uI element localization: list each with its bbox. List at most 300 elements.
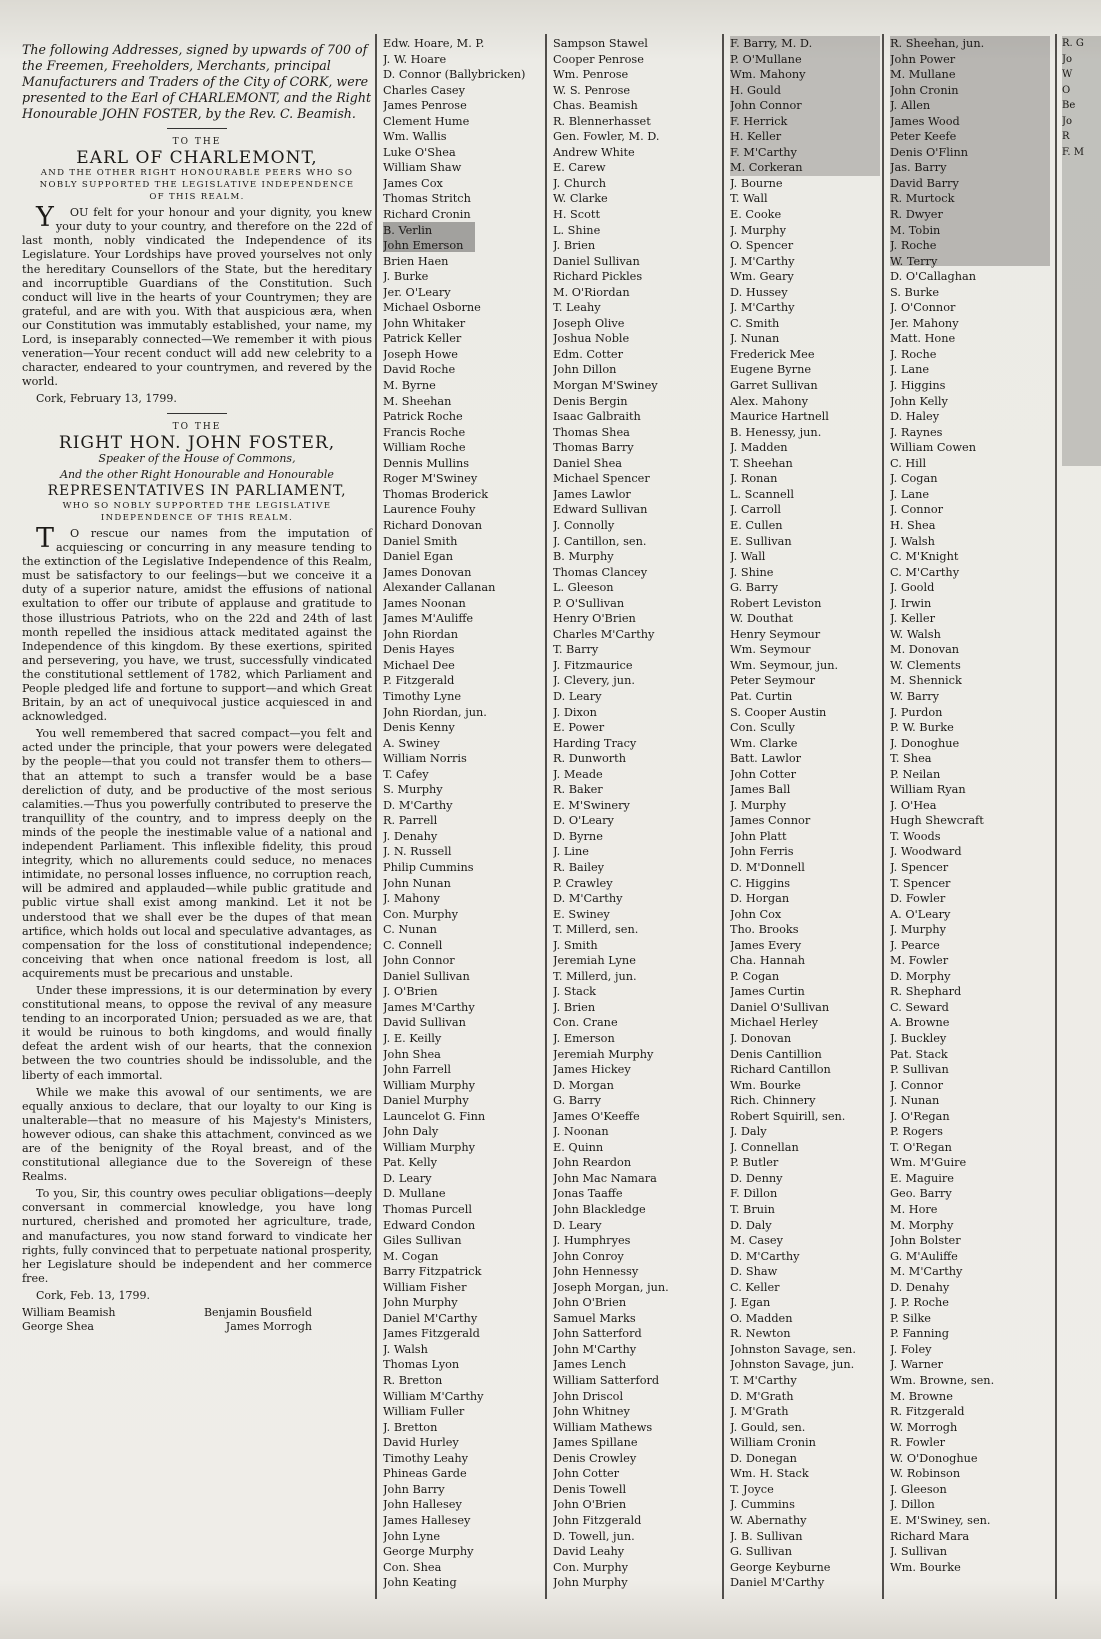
- signatory-name: J. Lane: [890, 363, 930, 377]
- ink-smudge: [890, 36, 1050, 266]
- signatory-name: Richard Donovan: [383, 518, 483, 532]
- signatory-name: Peter Seymour: [730, 674, 815, 688]
- signatory-name: R. Newton: [730, 1327, 791, 1341]
- signatory-name: Tho. Brooks: [730, 923, 799, 937]
- signatory-name: B. Verlin: [383, 223, 433, 237]
- signatory-name: W. Morrogh: [890, 1420, 958, 1434]
- signatory-name: Thomas Stritch: [383, 192, 471, 206]
- signatory-name: Joseph Olive: [553, 316, 625, 330]
- signatory-name: J. Lane: [890, 487, 930, 501]
- signatory-name: W. Robinson: [890, 1467, 961, 1481]
- signatory-name: Richard Cantillon: [730, 1063, 831, 1077]
- signatory-name: Con. Crane: [553, 1016, 618, 1030]
- signatory-name: T. Sheehan: [730, 456, 793, 470]
- signatory-name: J. Keller: [890, 612, 935, 626]
- signatory-name: Peter Keefe: [890, 130, 957, 144]
- signatory-name: P. Neilan: [890, 767, 941, 781]
- signatory-name: J. Carroll: [730, 503, 782, 517]
- signatory-name: S. Murphy: [383, 783, 443, 797]
- signatory-name: Isaac Galbraith: [553, 410, 641, 424]
- signatory-name: R. Dunworth: [553, 752, 626, 766]
- signatory-name: J. Meade: [553, 767, 603, 781]
- signatory-name: Johnston Savage, jun.: [730, 1358, 855, 1372]
- signatory-name: John Lyne: [383, 1529, 441, 1543]
- cropped-fragment: R. G: [1062, 38, 1084, 49]
- signatory-name: J. Sullivan: [890, 1545, 948, 1559]
- signatory-name: Thomas Barry: [553, 441, 634, 455]
- signatory-name: D. Daly: [730, 1218, 772, 1232]
- signatory-name: John Whitaker: [383, 316, 466, 330]
- signatory-name: O. Madden: [730, 1311, 793, 1325]
- signatory-name: John Reardon: [553, 1156, 632, 1170]
- signatory-name: P. Sullivan: [890, 1063, 949, 1077]
- signatory-name: J. Murphy: [890, 923, 946, 937]
- signatory-name: James Spillane: [553, 1436, 638, 1450]
- signatory-name: B. Murphy: [553, 550, 614, 564]
- signatory-name: David Leahy: [553, 1545, 625, 1559]
- signatory-name: J. Higgins: [890, 379, 946, 393]
- dateline: Cork, February 13, 1799.: [36, 392, 177, 406]
- signatory-name: John Connor: [383, 954, 455, 968]
- signatory-name: J. Burke: [383, 270, 429, 284]
- signatory-name: T. Joyce: [730, 1482, 774, 1496]
- signatory-name: R. Fitzgerald: [890, 1405, 965, 1419]
- signatory-name: J. Egan: [730, 1296, 771, 1310]
- address-column: [22, 42, 372, 1334]
- signatory-name: J. Spencer: [890, 860, 949, 874]
- signatory-name: C. Seward: [890, 1000, 949, 1014]
- signatory-name: Daniel Sullivan: [553, 254, 640, 268]
- signatory-name: M. Cogan: [383, 1249, 439, 1263]
- signatory-name: James Lawlor: [553, 487, 631, 501]
- signatory-name: D. Haley: [890, 410, 940, 424]
- signatory-name: J. Dillon: [890, 1498, 935, 1512]
- signatory-name: Henry Seymour: [730, 627, 821, 641]
- signatory-name: J. Brien: [553, 1000, 596, 1014]
- signatory-name: C. Smith: [730, 316, 780, 330]
- address-paragraph: While we make this avowal of our sentiments, we are equally anxious to declare, that our loyalty to our King is unalterable—that no measure of his Majesty's Ministers, however odious, can shake this attachment, convinced as we are of the benignity of the Royal breast, and of the constitutional allegiance due to the Sovereign of these Realms.: [22, 1085, 372, 1184]
- signatory-name: Wm. Seymour: [730, 643, 811, 657]
- signatory-name: M. Donovan: [890, 643, 960, 657]
- signatory-name: D. M'Carthy: [730, 1249, 800, 1263]
- cropped-fragment: Be: [1062, 100, 1076, 111]
- signatory-name: C. Higgins: [730, 876, 791, 890]
- signatory-name: J. Line: [553, 845, 589, 859]
- signatory-name: P. Silke: [890, 1311, 931, 1325]
- signatory-name: Dennis Mullins: [383, 456, 470, 470]
- signatory-name: P. Rogers: [890, 1125, 943, 1139]
- signatory-name: William Norris: [383, 752, 467, 766]
- signatory-name: Thomas Lyon: [383, 1358, 460, 1372]
- ink-smudge: [730, 36, 880, 176]
- signatory-name: Richard Pickles: [553, 270, 643, 284]
- signatory-name: John Cronin: [890, 83, 959, 97]
- signatory-name: William Fisher: [383, 1280, 467, 1294]
- signatory-name: Phineas Garde: [383, 1467, 467, 1481]
- signatory-name: James Every: [730, 938, 802, 952]
- signatory-name: Geo. Barry: [890, 1187, 952, 1201]
- signatory-name: M. Hore: [890, 1203, 938, 1217]
- signatory-name: J. M'Carthy: [730, 254, 795, 268]
- signatory-name: Daniel M'Carthy: [383, 1311, 478, 1325]
- signatory-name: C. M'Knight: [890, 550, 959, 564]
- signatory-name: P. Butler: [730, 1156, 779, 1170]
- signatory-name: David Hurley: [383, 1436, 459, 1450]
- signatory-name: John Bolster: [890, 1234, 961, 1248]
- signatory-name: J. Stack: [553, 985, 597, 999]
- signatory-name: Henry O'Brien: [553, 612, 636, 626]
- signatory-name: C. Nunan: [383, 923, 437, 937]
- signatory-name: J. Church: [553, 176, 607, 190]
- signatory-name: W. Walsh: [890, 627, 941, 641]
- signatory-name: R. Sheehan, jun.: [890, 37, 985, 50]
- signatory-name: Michael Herley: [730, 1016, 819, 1030]
- signatory-name: Jer. O'Leary: [383, 285, 451, 299]
- signatory-name: J. Donoghue: [890, 736, 960, 750]
- signatory-name: J. M'Carthy: [730, 301, 795, 315]
- signatory-name: E. M'Swiney, sen.: [890, 1513, 991, 1527]
- signatory-name: C. Keller: [730, 1280, 780, 1294]
- signatory-name: Edm. Cotter: [553, 347, 623, 361]
- signatory-name: J. Irwin: [890, 596, 932, 610]
- signatory-name: H. Keller: [730, 130, 782, 144]
- signatory-name: Daniel Sullivan: [383, 969, 470, 983]
- signatory-name: A. Browne: [890, 1016, 950, 1030]
- signatory-name: Con. Scully: [730, 721, 795, 735]
- signatory-name: J. Woodward: [890, 845, 962, 859]
- signatory-name: Maurice Hartnell: [730, 410, 829, 424]
- signatory-name: Daniel M'Carthy: [730, 1576, 825, 1590]
- signatory-name: R. Baker: [553, 783, 603, 797]
- signatory-name: James O'Keeffe: [553, 1109, 640, 1123]
- signatory-name: R. Blennerhasset: [553, 114, 651, 128]
- signatory-name: David Sullivan: [383, 1016, 466, 1030]
- signatory-name: T. M'Carthy: [730, 1374, 797, 1388]
- signatory-name: William Mathews: [553, 1420, 653, 1434]
- signatory-name: Francis Roche: [383, 425, 466, 439]
- names-column-2: [553, 36, 718, 1591]
- signatory-name: C. Connell: [383, 938, 443, 952]
- signatory-name: G. M'Auliffe: [890, 1249, 958, 1263]
- signatory-name: G. Barry: [553, 1094, 602, 1108]
- signatory-name: Rich. Chinnery: [730, 1094, 816, 1108]
- signatory-name: Edward Condon: [383, 1218, 476, 1232]
- address-subheading: WHO SO NOBLY SUPPORTED THE LEGISLATIVE INDEPENDENCE OF THIS REALM.: [62, 500, 332, 523]
- signatory-name: J. Roche: [890, 347, 937, 361]
- signatory-name: Eugene Byrne: [730, 363, 812, 377]
- signatory-name: J. O'Brien: [383, 985, 438, 999]
- address-recipient: RIGHT HON. JOHN FOSTER,: [58, 432, 336, 453]
- signatory-name: Pat. Stack: [890, 1047, 948, 1061]
- signatory-name: J. Shine: [730, 565, 774, 579]
- signatory-name: James Connor: [730, 814, 811, 828]
- signatory-name: H. Shea: [890, 518, 936, 532]
- signatory-name: J. Connor: [890, 503, 944, 517]
- column-rule: [545, 34, 547, 1599]
- signatory-name: J. Wall: [730, 550, 766, 564]
- signatory-name: D. Leary: [553, 689, 602, 703]
- signatory-name: Batt. Lawlor: [730, 752, 802, 766]
- signatory-name: Jeremiah Lyne: [553, 954, 636, 968]
- signatory-name: M. O'Riordan: [553, 285, 630, 299]
- signatory-name: J. Gleeson: [890, 1482, 947, 1496]
- signatory-name: L. Scannell: [730, 487, 794, 501]
- signatory-name: H. Gould: [730, 83, 781, 97]
- signatory-name: Denis Cantillion: [730, 1047, 822, 1061]
- signatory-name: J. Walsh: [890, 534, 935, 548]
- signatory-name: D. Connor (Ballybricken): [383, 68, 526, 82]
- signatory-name: T. Millerd, sen.: [553, 923, 639, 937]
- signatory-name: D. Towell, jun.: [553, 1529, 635, 1543]
- signatory-name: J. Cummins: [730, 1498, 795, 1512]
- dateline: Cork, Feb. 13, 1799.: [36, 1288, 151, 1302]
- signatory-name: Denis Bergin: [553, 394, 628, 408]
- signatory-name: R. Fowler: [890, 1436, 946, 1450]
- signatory-name: J. P. Roche: [890, 1296, 949, 1310]
- signatory-name: James Donovan: [383, 565, 472, 579]
- signatory-name: Denis Crowley: [553, 1451, 637, 1465]
- signatory-name: C. Hill: [890, 456, 927, 470]
- signatory-name: D. Leary: [553, 1218, 602, 1232]
- signatory-name: W. Clements: [890, 658, 961, 672]
- signatory-name: Wm. Wallis: [383, 130, 447, 144]
- signatory-name: W. Abernathy: [730, 1513, 807, 1527]
- signatory-name: Timothy Leahy: [383, 1451, 469, 1465]
- signatory-name: John Shea: [383, 1047, 441, 1061]
- signatory-name: M. Corkeran: [730, 161, 803, 175]
- signatory-name: John Connor: [730, 99, 802, 113]
- signatory-name: T. O'Regan: [890, 1140, 952, 1154]
- signatory-name: John Cox: [730, 907, 782, 921]
- signatory-name: Jas. Barry: [890, 161, 947, 175]
- signatory-name: John Riordan, jun.: [383, 705, 487, 719]
- signatory-name: John Barry: [383, 1482, 445, 1496]
- signatory-name: Richard Mara: [890, 1529, 970, 1543]
- signatory-name: John Riordan: [383, 627, 459, 641]
- signatory-name: J. O'Regan: [890, 1109, 950, 1123]
- signatory-name: Roger M'Swiney: [383, 472, 478, 486]
- signatory-name: Con. Murphy: [383, 907, 459, 921]
- signatory-name: John M'Carthy: [553, 1342, 637, 1356]
- signatory-name: J. Nunan: [730, 332, 780, 346]
- signatory-name: G. Sullivan: [730, 1545, 793, 1559]
- signatory-name: A. O'Leary: [890, 907, 951, 921]
- signatory-name: D. Byrne: [553, 829, 603, 843]
- signatory-name: David Barry: [890, 176, 959, 190]
- cropped-fragment: W: [1062, 69, 1073, 80]
- signatory-name: James M'Auliffe: [383, 612, 474, 626]
- signatory-name: A. Swiney: [383, 736, 440, 750]
- signatory-name: James Wood: [890, 114, 960, 128]
- signatory-name: Jeremiah Murphy: [553, 1047, 654, 1061]
- signatory-name: J. Donovan: [730, 1032, 792, 1045]
- signatory-name: John Mac Namara: [553, 1171, 657, 1185]
- signatory-name: James Noonan: [383, 596, 466, 610]
- address-paragraph: Under these impressions, it is our determination by every constitutional means, to oppose the revival of any measure tending to an incorporated Union; persuaded as we are, that it would be ruinous to both kingdoms, and would finally defeat the ardent wish of our hearts, that the connexion between the two countries should be indissoluble, and the liberty of each immortal.: [22, 983, 372, 1082]
- signatory-name: J. Clevery, jun.: [553, 674, 635, 688]
- signatory-name: T. Shea: [890, 752, 932, 766]
- signatory-name: Daniel O'Sullivan: [730, 1000, 830, 1014]
- signature-row: [22, 1306, 372, 1320]
- signatory-name: Pat. Kelly: [383, 1156, 437, 1170]
- signatory-name: M. Fowler: [890, 954, 949, 968]
- signatory-name: Luke O'Shea: [383, 145, 456, 159]
- signatory-name: M. Mullane: [890, 68, 956, 82]
- signatory-name: James Ball: [730, 783, 791, 797]
- signatory-name: M. Shennick: [890, 674, 962, 688]
- signatory-name: J. Cogan: [890, 472, 938, 486]
- signatory-name: J. Emerson: [553, 1032, 615, 1045]
- signatory-name: W. Terry: [890, 254, 938, 268]
- signatory-name: J. Walsh: [383, 1342, 428, 1356]
- signatory-name: Patrick Keller: [383, 332, 462, 346]
- signatory-name: John Hennessy: [553, 1265, 639, 1279]
- signatory-name: W. O'Donoghue: [890, 1451, 978, 1465]
- signatory-name: Chas. Beamish: [553, 99, 638, 113]
- signatory-name: J. O'Connor: [890, 301, 956, 315]
- signatory-name: D. Mullane: [383, 1187, 446, 1201]
- signatory-name: J. Mahony: [383, 892, 440, 906]
- signatory-name: D. M'Donnell: [730, 860, 805, 874]
- signatory-name: Thomas Purcell: [383, 1203, 472, 1217]
- signatory-name: Alexander Callanan: [383, 581, 496, 595]
- signatory-name: M. Casey: [730, 1234, 783, 1248]
- signatory-name: Joseph Howe: [383, 347, 458, 361]
- signatory-name: J. Roche: [890, 239, 937, 253]
- signatory-name: R. Bretton: [383, 1374, 443, 1388]
- address-line: And the other Right Honourable and Honourable: [60, 467, 334, 481]
- signatory-name: H. Scott: [553, 208, 600, 222]
- divider: [167, 413, 227, 414]
- signatory-name: William Murphy: [383, 1140, 476, 1154]
- signatory-name: Daniel Shea: [553, 456, 623, 470]
- signatory-name: Wm. Seymour, jun.: [730, 658, 839, 672]
- signatory-name: John Ferris: [730, 845, 794, 859]
- signatory-name: Wm. Mahony: [730, 68, 806, 82]
- signatory-name: M. Morphy: [890, 1218, 954, 1232]
- signatory-name: S. Burke: [890, 285, 940, 299]
- signatory-name: W. Clarke: [553, 192, 608, 206]
- signatory-name: Wm. Penrose: [553, 68, 629, 82]
- signatory-name: William Murphy: [383, 1078, 476, 1092]
- signatory-name: Patrick Roche: [383, 410, 463, 424]
- signatory-name: Cooper Penrose: [553, 52, 644, 66]
- signatory-name: Samuel Marks: [553, 1311, 636, 1325]
- signatory-name: George Keyburne: [730, 1560, 831, 1574]
- ink-smudge: [1062, 36, 1101, 466]
- signatory-name: Hugh Shewcraft: [890, 814, 984, 828]
- signatory-name: C. M'Carthy: [890, 565, 960, 579]
- signatory-name: Jonas Taaffe: [553, 1187, 623, 1201]
- signatory-name: William Cowen: [890, 441, 976, 455]
- signatory-name: W. Douthat: [730, 612, 794, 626]
- signatory-name: James M'Carthy: [383, 1000, 475, 1014]
- signatory-name: D. M'Grath: [730, 1389, 794, 1403]
- signatory-name: John Blackledge: [553, 1203, 646, 1217]
- signatory-name: W. S. Penrose: [553, 83, 631, 97]
- signatory-name: John Cotter: [553, 1467, 620, 1481]
- signatory-name: E. Power: [553, 721, 605, 735]
- signatory-name: Cha. Hannah: [730, 954, 805, 968]
- signatory-name: Michael Osborne: [383, 301, 481, 315]
- recipient-title: Speaker of the House of Commons,: [98, 451, 296, 465]
- address-recipient: EARL OF CHARLEMONT,: [76, 148, 318, 169]
- signatory-name: D. O'Callaghan: [890, 270, 977, 284]
- signatory-name: Edw. Hoare, M. P.: [383, 37, 485, 50]
- signatory-name: F. Herrick: [730, 114, 788, 128]
- signatory-name: T. Bruin: [730, 1203, 775, 1217]
- signatory-name: J. Madden: [730, 441, 788, 455]
- signatory-name: Brien Haen: [383, 254, 449, 268]
- signatory-name: L. Gleeson: [553, 581, 614, 595]
- signatory-name: R. Murtock: [890, 192, 955, 206]
- cropped-fragment: O: [1062, 84, 1071, 96]
- signatory-name: Michael Dee: [383, 658, 455, 672]
- signatory-name: J. Connellan: [730, 1140, 799, 1154]
- signatory-name: R. Parrell: [383, 814, 438, 828]
- signatory-name: Thomas Broderick: [383, 487, 489, 501]
- signatory-name: John Farrell: [383, 1063, 451, 1077]
- signatory-name: Daniel Murphy: [383, 1094, 469, 1108]
- signatory-name: Denis O'Flinn: [890, 145, 969, 159]
- signatory-name: T. Woods: [890, 829, 941, 843]
- signatory-name: J. Ronan: [730, 472, 778, 486]
- signatory-name: James Hickey: [553, 1063, 631, 1077]
- cropped-fragment: F. M: [1062, 146, 1084, 158]
- signer-name: William Beamish: [22, 1306, 116, 1320]
- signatory-name: J. E. Keilly: [383, 1032, 442, 1045]
- signatory-name: John Emerson: [383, 239, 464, 253]
- signatory-name: D. Denny: [730, 1171, 783, 1185]
- signatory-name: Laurence Fouhy: [383, 503, 476, 517]
- signatory-name: D. Donegan: [730, 1451, 797, 1465]
- signatory-name: T. Barry: [553, 643, 599, 657]
- signatory-name: John Driscol: [553, 1389, 624, 1403]
- signatory-name: J. Bretton: [383, 1420, 438, 1434]
- names-column-3: [730, 36, 878, 1591]
- signatory-name: D. Leary: [383, 1171, 432, 1185]
- signatory-name: William Ryan: [890, 783, 966, 797]
- signatory-name: T. Millerd, jun.: [553, 969, 637, 983]
- signatory-name: D. Shaw: [730, 1265, 778, 1279]
- column-rule: [375, 34, 377, 1599]
- signatory-name: Timothy Lyne: [383, 689, 462, 703]
- signatory-name: John Nunan: [383, 876, 451, 890]
- signatory-name: Giles Sullivan: [383, 1234, 462, 1248]
- signatory-name: Con. Shea: [383, 1560, 442, 1574]
- signatory-name: Pat. Curtin: [730, 689, 793, 703]
- ink-smudge: [383, 222, 475, 252]
- signatory-name: Joshua Noble: [553, 332, 630, 346]
- signatory-name: E. Carew: [553, 161, 606, 175]
- signatory-name: F. M'Carthy: [730, 145, 797, 159]
- signatory-name: D. Hussey: [730, 285, 788, 299]
- signatory-name: Gen. Fowler, M. D.: [553, 130, 660, 144]
- divider: [167, 128, 227, 129]
- signatory-name: P. O'Sullivan: [553, 596, 625, 610]
- signatory-name: Philip Cummins: [383, 860, 474, 874]
- signatory-name: John Murphy: [383, 1296, 458, 1310]
- signatory-name: L. Shine: [553, 223, 601, 237]
- signatory-name: Barry Fitzpatrick: [383, 1265, 482, 1279]
- signatory-name: J. B. Sullivan: [730, 1529, 803, 1543]
- signatory-name: James Cox: [383, 176, 443, 190]
- signatory-name: D. Horgan: [730, 892, 790, 906]
- signatory-name: John O'Brien: [553, 1296, 627, 1310]
- signatory-name: J. N. Russell: [383, 845, 452, 859]
- signature-row: [22, 1320, 372, 1334]
- address-subheading: AND THE OTHER RIGHT HONOURABLE PEERS WHO SO NOBLY SUPPORTED THE LEGISLATIVE INDEPENDENCE OF THIS REALM.: [39, 168, 355, 203]
